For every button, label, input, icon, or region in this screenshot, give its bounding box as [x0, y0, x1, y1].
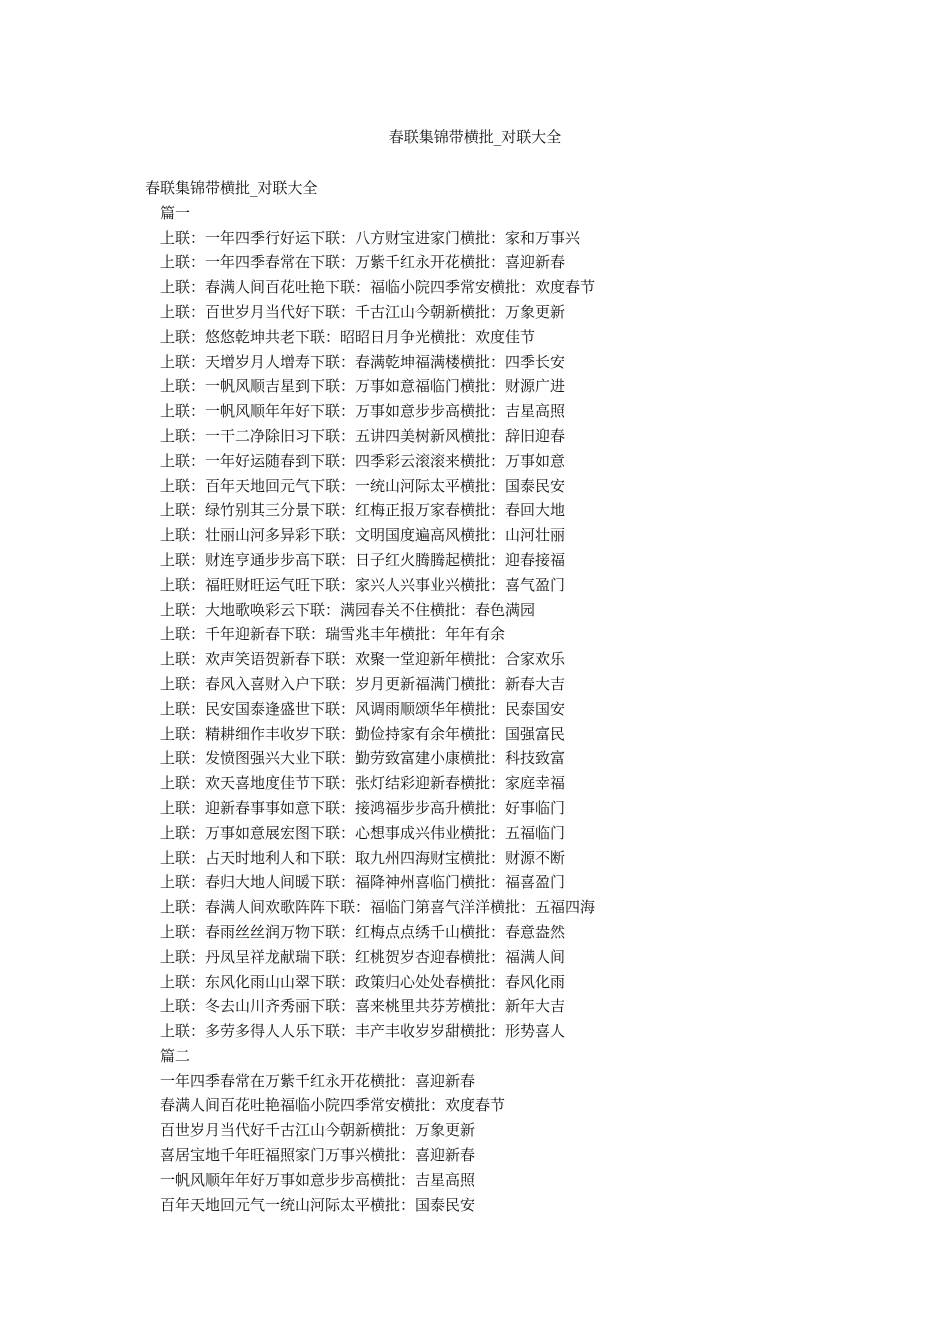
couplet-line: 上联：冬去山川齐秀丽下联：喜来桃里共芬芳横批：新年大吉: [160, 997, 566, 1016]
couplet-line: 上联：一干二净除旧习下联：五讲四美树新风横批：辞旧迎春: [160, 426, 566, 445]
sections-container: [145, 201, 845, 1218]
couplet-line: 上联：多劳多得人人乐下联：丰产丰收岁岁甜横批：形势喜人: [160, 1022, 566, 1041]
couplet-line: 上联：占天时地利人和下联：取九州四海财宝横批：财源不断: [160, 848, 566, 867]
document-body: [145, 176, 845, 1217]
couplet-line: 上联：一帆风顺吉星到下联：万事如意福临门横批：财源广进: [160, 377, 566, 396]
couplet-line: 上联：春雨丝丝润万物下联：红梅点点绣千山横批：春意盎然: [160, 922, 566, 941]
couplet-line: 上联：一帆风顺年年好下联：万事如意步步高横批：吉星高照: [160, 402, 566, 421]
couplet-line: 上联：春归大地人间暖下联：福降神州喜临门横批：福喜盈门: [160, 873, 566, 892]
document-title: 春联集锦带横批_对联大全: [388, 128, 562, 146]
couplet-line: 上联：精耕细作丰收岁下联：勤俭持家有余年横批：国强富民: [160, 724, 566, 743]
couplet-line: 一帆风顺年年好万事如意步步高横批：吉星高照: [160, 1170, 476, 1189]
couplet-line: 上联：发愤图强兴大业下联：勤劳致富建小康横批：科技致富: [160, 749, 566, 768]
section-label: 篇一: [160, 203, 191, 222]
couplet-line: 上联：春满人间百花吐艳下联：福临小院四季常安横批：欢度春节: [160, 278, 596, 297]
document-heading: 春联集锦带横批_对联大全: [145, 179, 318, 197]
couplet-line: 上联：欢声笑语贺新春下联：欢聚一堂迎新年横批：合家欢乐: [160, 650, 566, 669]
couplet-line: 一年四季春常在万紫千红永开花横批：喜迎新春: [160, 1071, 476, 1090]
couplet-line: 上联：福旺财旺运气旺下联：家兴人兴事业兴横批：喜气盈门: [160, 575, 566, 594]
couplet-line: 上联：天增岁月人增寿下联：春满乾坤福满楼横批：四季长安: [160, 352, 566, 371]
couplet-line: 上联：财连亨通步步高下联：日子红火腾腾起横批：迎春接福: [160, 550, 566, 569]
couplet-line: 百年天地回元气一统山河际太平横批：国泰民安: [160, 1195, 476, 1214]
couplet-line: 百世岁月当代好千古江山今朝新横批：万象更新: [160, 1121, 476, 1140]
couplet-line: 上联：民安国泰逢盛世下联：风调雨顺颂华年横批：民泰国安: [160, 699, 566, 718]
couplet-line: 上联：欢天喜地度佳节下联：张灯结彩迎新春横批：家庭幸福: [160, 774, 566, 793]
couplet-line: 上联：一年好运随春到下联：四季彩云滚滚来横批：万事如意: [160, 451, 566, 470]
couplet-line: 上联：壮丽山河多异彩下联：文明国度遍高风横批：山河壮丽: [160, 526, 566, 545]
couplet-line: 上联：一年四季春常在下联：万紫千红永开花横批：喜迎新春: [160, 253, 566, 272]
couplet-line: 上联：一年四季行好运下联：八方财宝进家门横批：家和万事兴: [160, 228, 581, 247]
couplet-line: 上联：绿竹别其三分景下联：红梅正报万家春横批：春回大地: [160, 501, 566, 520]
couplet-line: 上联：百世岁月当代好下联：千古江山今朝新横批：万象更新: [160, 302, 566, 321]
couplet-line: 上联：春满人间欢歌阵阵下联：福临门第喜气洋洋横批：五福四海: [160, 898, 596, 917]
couplet-line: 上联：迎新春事事如意下联：接鸿福步步高升横批：好事临门: [160, 798, 566, 817]
couplet-line: 上联：春风入喜财入户下联：岁月更新福满门横批：新春大吉: [160, 674, 566, 693]
couplet-line: 喜居宝地千年旺福照家门万事兴横批：喜迎新春: [160, 1146, 476, 1165]
couplet-line: 春满人间百花吐艳福临小院四季常安横批：欢度春节: [160, 1096, 506, 1115]
couplet-line: 上联：万事如意展宏图下联：心想事成兴伟业横批：五福临门: [160, 823, 566, 842]
couplet-line: 上联：千年迎新春下联：瑞雪兆丰年横批：年年有余: [160, 625, 506, 644]
couplet-line: 上联：百年天地回元气下联：一统山河际太平横批：国泰民安: [160, 476, 566, 495]
couplet-line: 上联：大地歌唤彩云下联：满园春关不住横批：春色满园: [160, 600, 536, 619]
couplet-line: 上联：丹凤呈祥龙献瑞下联：红桃贺岁杏迎春横批：福满人间: [160, 947, 566, 966]
section-label: 篇二: [160, 1046, 191, 1065]
couplet-line: 上联：东风化雨山山翠下联：政策归心处处春横批：春风化雨: [160, 972, 566, 991]
couplet-line: 上联：悠悠乾坤共老下联：昭昭日月争光横批：欢度佳节: [160, 327, 536, 346]
